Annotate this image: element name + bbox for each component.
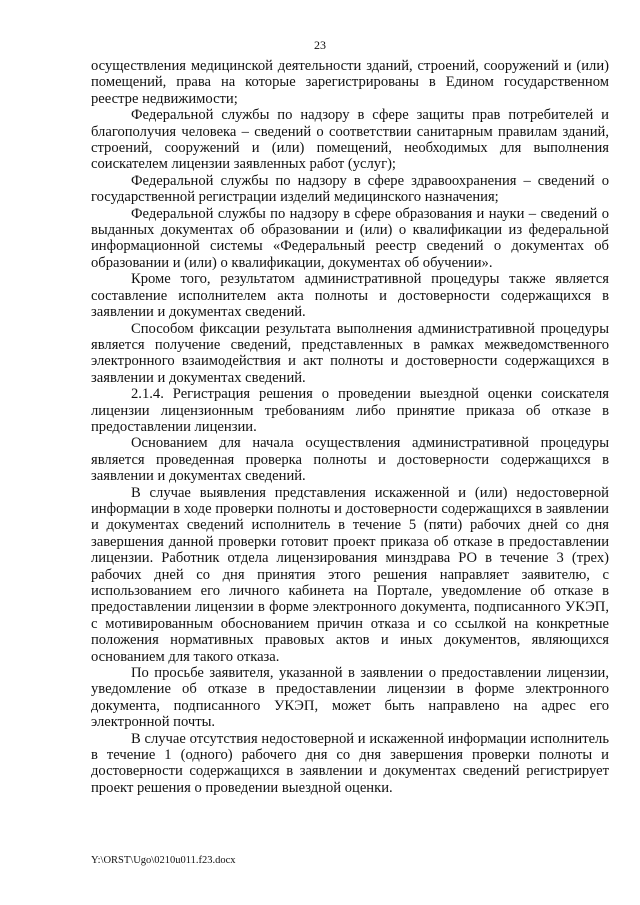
paragraph-2: Федеральной службы по надзору в сфере защиты прав потребителей и благополучия человека – сведений о соответствии санитарным правилам зданий, строений, сооружений и (или) помещений, необходимых для выполнения соискателем лицензии заявленных работ (услуг); — [91, 107, 609, 173]
page-number: 23 — [314, 38, 326, 52]
paragraph-9: В случае выявления представления искаженной и (или) недостоверной информации в ходе проверки полноты и достоверности содержащихся в заявлении и документах сведений исполнитель в течение 5 (пяти) рабочих дней со дня завершения данной проверки готовит проект приказа об отказе в предоставлении лицензии. Работник отдела лицензирования минздрава РО в течение 3 (трех) рабочих дней со дня принятия этого решения направляет заявителю, с использованием его личного кабинета на Портале, уведомление об отказе в предоставлении лицензии в форме электронного документа, подписанного УКЭП, с мотивированным обоснованием причин отказа и со ссылкой на конкретные положения нормативных правовых актов и иных документов, являющихся основанием для такого отказа. — [91, 484, 609, 665]
paragraph-10: По просьбе заявителя, указанной в заявлении о предоставлении лицензии, уведомление об отказе в предоставлении лицензии в форме электронного документа, подписанного УКЭП, может быть направлено на адрес его электронной почты. — [91, 665, 609, 731]
paragraph-8: Основанием для начала осуществления административной процедуры является проведенная проверка полноты и достоверности содержащихся в заявлении и документах сведений. — [91, 435, 609, 485]
paragraph-4: Федеральной службы по надзору в сфере образования и науки – сведений о выданных документах об образовании и (или) о квалификации из федеральной информационной системы «Федеральный реестр сведений о документах об образовании и (или) о квалификации, документах об обучении». — [91, 205, 609, 271]
file-path-footer: Y:\ORST\Ugo\0210u011.f23.docx — [91, 855, 236, 866]
document-body — [91, 58, 609, 796]
paragraph-3: Федеральной службы по надзору в сфере здравоохранения – сведений о государственной регистрации изделий медицинского назначения; — [91, 172, 609, 206]
paragraph-5: Кроме того, результатом административной процедуры также является составление исполнителем акта полноты и достоверности содержащихся в заявлении и документах сведений. — [91, 271, 609, 321]
paragraph-11: В случае отсутствия недостоверной и искаженной информации исполнитель в течение 1 (одного) рабочего дня со дня завершения проверки полноты и достоверности содержащихся в заявлении и документах сведений регистрирует проект решения о проведении выездной оценки. — [91, 730, 609, 796]
paragraph-1: осуществления медицинской деятельности зданий, строений, сооружений и (или) помещений, права на которые зарегистрированы в Едином государственном реестре недвижимости; — [91, 58, 609, 107]
paragraph-6: Способом фиксации результата выполнения административной процедуры является получение сведений, представленных в рамках межведомственного электронного взаимодействия и акт полноты и достоверности содержащихся в заявлении и документах сведений. — [91, 320, 609, 386]
paragraph-7: 2.1.4. Регистрация решения о проведении выездной оценки соискателя лицензии лицензионным требованиям либо принятие приказа об отказе в предоставлении лицензии. — [91, 386, 609, 435]
